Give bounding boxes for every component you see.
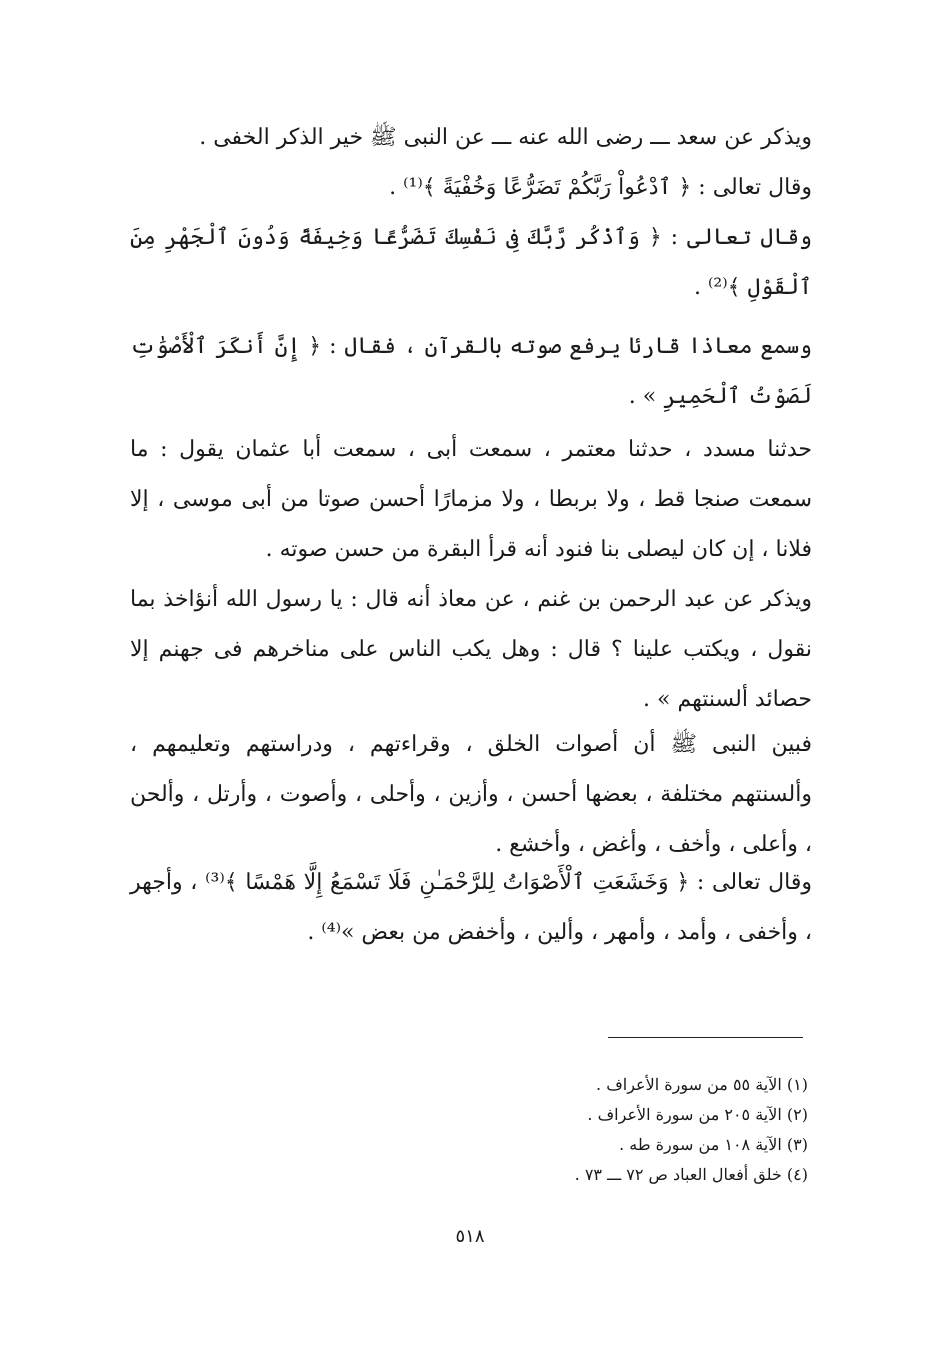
paragraph-text: وقال تعالى : ﴿ ٱدْعُواْ رَبَّكُمْ تَضَرُّعًا وَخُفْيَةً ﴾⁽¹⁾ . — [389, 175, 812, 200]
body-paragraph — [130, 163, 812, 213]
paragraph-text: فبين النبى ﷺ أن أصوات الخلق ، وقراءتهم ، ودراستهم وتعليمهم ، وألسنتهم مختلفة ، بعضها أحسن ، وأزين ، وأحلى ، وأصوت ، وأرتل ، وألحن ، وأعلى ، وأخف ، وأغض ، وأخشع . — [130, 732, 812, 857]
page-number: ٥١٨ — [455, 1226, 485, 1247]
paragraph-text: حدثنا مسدد ، حدثنا معتمر ، سمعت أبى ، سمعت أبا عثمان يقول : ما سمعت صنجا قط ، ولا بربطا ، ولا مزمارًا أحسن صوتا من أبى موسى ، إلا فلانا ، إن كان ليصلى بنا فنود أنه قرأ البقرة من حسن صوته . — [130, 437, 812, 562]
body-paragraph — [130, 213, 812, 313]
body-paragraph — [130, 322, 812, 422]
body-paragraph — [130, 575, 812, 725]
footnote: (٢) الآية ٢٠٥ من سورة الأعراف . — [587, 1105, 808, 1124]
paragraph-text: ويذكر عن سعد ـــ رضى الله عنه ـــ عن النبى ﷺ خير الذكر الخفى . — [199, 125, 812, 150]
paragraph-text: وسمع معاذا قارئا يرفع صوته بالقرآن ، فقال : ﴿ إِنَّ أَنكَرَ ٱلْأَصْوَٰتِ لَصَوْتُ ٱلْحَمِيرِ » . — [130, 334, 812, 409]
paragraph-text: وقال تعالى : ﴿ وَخَشَعَتِ ٱلْأَصْوَاتُ لِلرَّحْمَـٰنِ فَلَا تَسْمَعُ إِلَّا هَمْسًا ﴾⁽³⁾ ، وأجهر ، وأخفى ، وأمد ، وأمهر ، وألين ، وأخفض من بعض »⁽⁴⁾ . — [130, 870, 813, 945]
body-paragraph — [130, 858, 812, 958]
footnotes — [300, 1070, 808, 1190]
footnote-separator — [608, 1037, 803, 1038]
footnote: (٣) الآية ١٠٨ من سورة طه . — [619, 1135, 808, 1154]
footnote: (١) الآية ٥٥ من سورة الأعراف . — [596, 1075, 808, 1094]
body-paragraph — [130, 720, 812, 870]
body-paragraph — [130, 425, 812, 575]
paragraph-text: وقال تعالى : ﴿ وَٱذْكُر رَّبَّكَ فِى نَفْسِكَ تَضَرُّعًا وَخِيفَةً وَدُونَ ٱلْجَهْرِ مِنَ ٱلْقَوْلِ ﴾⁽²⁾ . — [130, 225, 812, 300]
body-paragraph — [130, 113, 812, 163]
paragraph-text: ويذكر عن عبد الرحمن بن غنم ، عن معاذ أنه قال : يا رسول الله أنؤاخذ بما نقول ، ويكتب علينا ؟ قال : وهل يكب الناس على مناخرهم فى جهنم إلا حصائد ألسنتهم » . — [130, 587, 812, 712]
footnote: (٤) خلق أفعال العباد ص ٧٢ ـــ ٧٣ . — [574, 1165, 808, 1184]
